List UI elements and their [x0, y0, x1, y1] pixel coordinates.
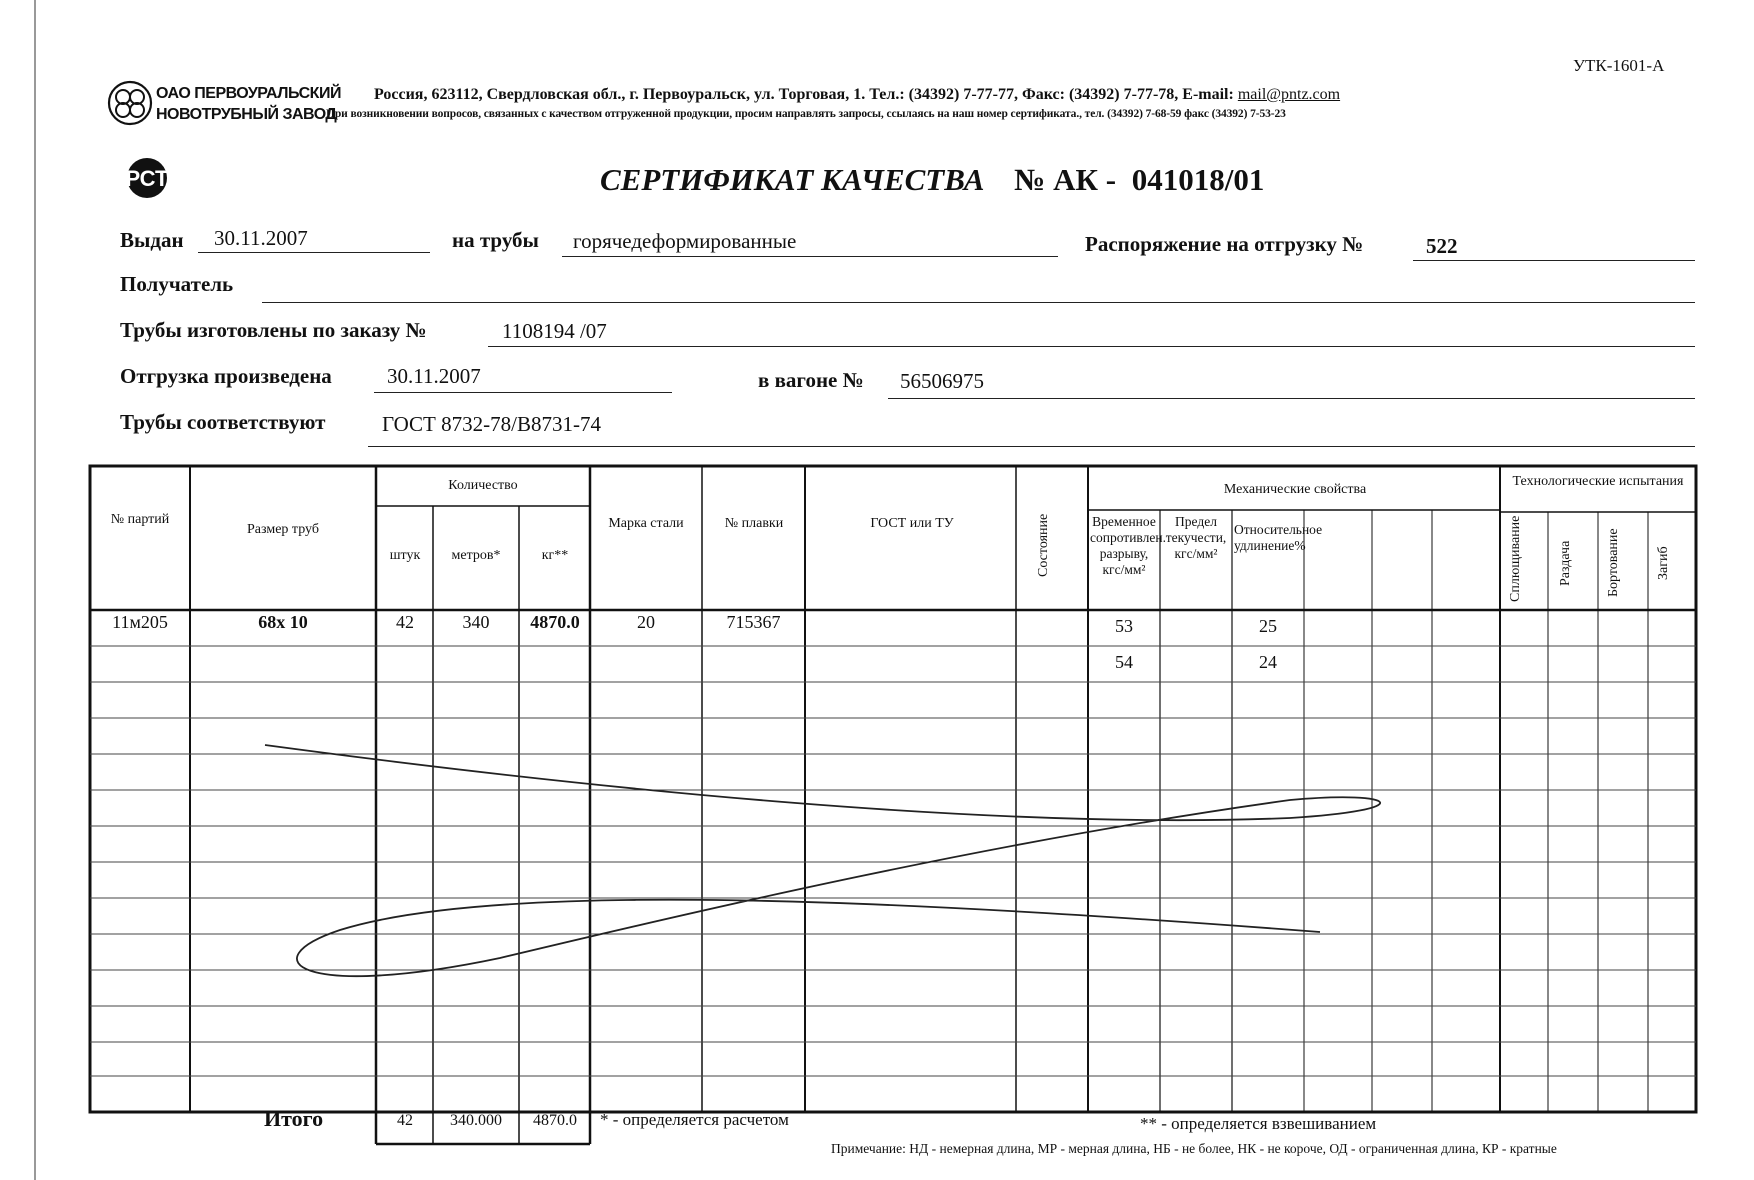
header-flattening: Сплющивание	[1508, 515, 1523, 602]
wagon-value: 56506975	[900, 369, 984, 393]
header-size: Размер труб	[247, 522, 319, 537]
company-name-line1: ОАО ПЕРВОУРАЛЬСКИЙ	[156, 85, 341, 102]
header-tech-tests: Технологические испытания	[1512, 474, 1684, 489]
shipment-order-label: Распоряжение на отгрузку №	[1085, 232, 1364, 256]
row1-pieces: 42	[396, 612, 414, 632]
header-gost: ГОСТ или ТУ	[870, 516, 954, 531]
email-link[interactable]: mail@pntz.com	[1237, 86, 1341, 103]
footnote-weighed: ** - определяется взвешиванием	[1140, 1114, 1377, 1133]
certificate-number-label: № АК -	[1014, 162, 1117, 197]
header-heat: № плавки	[724, 516, 784, 531]
total-pieces: 42	[397, 1112, 413, 1129]
conform-label: Трубы соответствуют	[120, 410, 326, 434]
shipped-label: Отгрузка произведена	[120, 364, 332, 388]
row1-batch: 11м205	[112, 612, 168, 632]
conform-value: ГОСТ 8732-78/В8731-74	[382, 412, 601, 436]
header-bend: Загиб	[1656, 546, 1671, 580]
recipient-label: Получатель	[120, 272, 234, 296]
row1-elongation: 25	[1259, 616, 1277, 636]
quality-notice: При возникновении вопросов, связанных с качеством отгруженной продукции, просим направлять запросы, ссылаясь на наш номер сертификата., тел. (34392) 7-68-59 факс (34392) 7-53-23	[326, 108, 1286, 120]
company-name-line2: НОВОТРУБНЫЙ ЗАВОД	[156, 106, 337, 123]
total-label: Итого	[264, 1106, 324, 1131]
row2-tensile: 54	[1115, 652, 1133, 672]
title-text: СЕРТИФИКАТ КАЧЕСТВА	[600, 162, 985, 197]
issued-label: Выдан	[120, 228, 184, 252]
total-meters: 340.000	[450, 1112, 502, 1129]
made-by-order-label: Трубы изготовлены по заказу №	[120, 318, 427, 342]
header-state: Состояние	[1036, 513, 1051, 577]
pipes-value: горячедеформированные	[573, 229, 797, 253]
wagon-label: в вагоне №	[758, 368, 864, 392]
header-elongation: Относительное удлинение%	[1234, 522, 1323, 553]
header-mechanical: Механические свойства	[1223, 482, 1367, 497]
certificate-number: 041018/01	[1131, 162, 1265, 197]
certification-mark-text: РСТ	[125, 166, 169, 191]
total-kg: 4870.0	[533, 1112, 577, 1129]
row1-kg: 4870.0	[530, 612, 580, 632]
issued-value: 30.11.2007	[214, 226, 308, 250]
row1-meters: 340	[462, 612, 490, 632]
made-by-order-value: 1108194 /07	[502, 319, 607, 343]
header-pieces: штук	[389, 548, 421, 563]
header-steel: Марка стали	[608, 516, 684, 531]
row1-size: 68х 10	[258, 612, 308, 632]
row1-steel: 20	[637, 612, 655, 632]
row2-elongation: 24	[1259, 652, 1277, 672]
footnote-remark: Примечание: НД - немерная длина, МР - мерная длина, НБ - не более, НК - не короче, ОД - ограниченная длина, КР - кратные	[831, 1141, 1557, 1156]
row1-heat: 715367	[726, 612, 781, 632]
header-kg: кг**	[541, 548, 569, 563]
header-meters: метров*	[451, 548, 501, 563]
header-flanging: Бортование	[1606, 528, 1621, 598]
document-code: УТК-1601-А	[1573, 56, 1665, 75]
shipped-value: 30.11.2007	[387, 364, 481, 388]
email-label: E-mail:	[1182, 86, 1234, 103]
header-batch: № партий	[110, 512, 170, 527]
scan-edge-line	[34, 0, 36, 1180]
header-expansion: Раздача	[1558, 540, 1573, 586]
row1-tensile: 53	[1115, 616, 1133, 636]
address-text: Россия, 623112, Свердловская обл., г. Первоуральск, ул. Торговая, 1. Тел.: (34392) 7-77-77, Факс: (34392) 7-77-78,	[374, 86, 1179, 103]
header-yield: Предел текучести, кгс/мм²	[1165, 514, 1227, 561]
header-tensile: Временное сопротивлен. разрыву, кгс/мм²	[1090, 514, 1166, 577]
header-quantity: Количество	[448, 478, 518, 493]
shipment-order-value: 522	[1426, 234, 1458, 258]
footnote-calculated: * - определяется расчетом	[600, 1110, 789, 1129]
pipes-label: на трубы	[452, 228, 539, 252]
